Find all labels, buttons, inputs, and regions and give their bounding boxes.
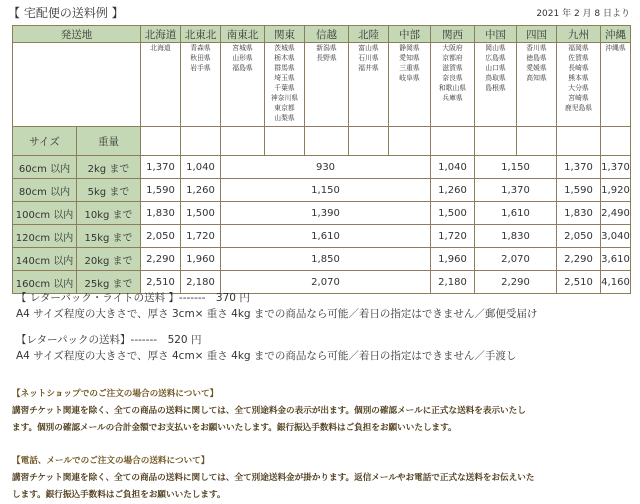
area-name: 宮崎県	[568, 94, 589, 102]
rate-okinawa: 1,920	[601, 179, 631, 202]
origin-header: 発送地	[13, 26, 141, 43]
rate-row	[13, 202, 631, 225]
region-area-list	[221, 43, 265, 127]
area-name: 島根県	[485, 84, 506, 92]
area-name: 栃木県	[274, 54, 295, 62]
area-name: 鹿児島県	[564, 104, 593, 112]
online-shop-line-1: 講習チケット関連を除く、全ての商品の送料に関しては、全て別途料金の表示が出ます。個別の確認メールに正式な送料を表示いたし	[12, 406, 526, 416]
rate-hokkaido: 1,370	[141, 156, 181, 179]
area-name: 長崎県	[568, 64, 589, 72]
rate-kyushu: 2,510	[557, 271, 601, 294]
area-name: 香川県	[526, 44, 547, 52]
area-name: 和歌山県	[438, 84, 467, 92]
weight-cell: 10kg まで	[77, 202, 141, 225]
effective-date: 2021 年 2 月 8 日より	[536, 9, 630, 19]
region-area-list	[475, 43, 517, 127]
region-header: 北陸	[349, 26, 389, 43]
rate-kitatohoku: 1,260	[181, 179, 221, 202]
rate-row	[13, 248, 631, 271]
rate-row	[13, 225, 631, 248]
page-title: 【 宅配便の送料例 】	[8, 6, 124, 20]
phone-order-heading: 【電話、メールでのご注文の場合の送料について】	[12, 456, 210, 466]
area-name: 徳島県	[526, 54, 547, 62]
area-name: 福島県	[232, 64, 253, 72]
area-name: 滋賀県	[442, 64, 463, 72]
rate-chugoku-shikoku: 2,070	[475, 248, 557, 271]
area-name: 岐阜県	[399, 74, 420, 82]
region-area-list	[601, 43, 631, 127]
rate-hokkaido: 2,510	[141, 271, 181, 294]
rate-minamitohoku-to-chubu: 2,070	[221, 271, 431, 294]
area-name: 埼玉県	[274, 74, 295, 82]
rate-kansai: 1,260	[431, 179, 475, 202]
weight-cell: 5kg まで	[77, 179, 141, 202]
rate-okinawa: 1,370	[601, 156, 631, 179]
empty-cell	[305, 127, 349, 156]
empty-cell	[265, 127, 305, 156]
area-name: 富山県	[358, 44, 379, 52]
region-header: 北東北	[181, 26, 221, 43]
empty-cell	[431, 127, 475, 156]
rate-minamitohoku-to-chubu: 1,850	[221, 248, 431, 271]
rate-minamitohoku-to-chubu: 1,390	[221, 202, 431, 225]
area-name: 大阪府	[442, 44, 463, 52]
area-name: 茨城県	[274, 44, 295, 52]
rate-chugoku-shikoku: 1,610	[475, 202, 557, 225]
rate-kansai: 1,720	[431, 225, 475, 248]
area-name: 山梨県	[274, 114, 295, 122]
empty-cell	[557, 127, 601, 156]
phone-order-line-1: 講習チケット関連を除く、全ての商品の送料に関しては、全て別途送料金が掛かります。返信メールやお電話で正式な送料をお伝えいた	[12, 473, 535, 483]
weight-cell: 25kg まで	[77, 271, 141, 294]
region-area-list	[265, 43, 305, 127]
size-cell: 160cm 以内	[13, 271, 77, 294]
area-name: 京都府	[442, 54, 463, 62]
empty-cell	[517, 127, 557, 156]
region-header: 中国	[475, 26, 517, 43]
size-cell: 120cm 以内	[13, 225, 77, 248]
rate-hokkaido: 2,050	[141, 225, 181, 248]
rate-chugoku-shikoku: 1,370	[475, 179, 557, 202]
area-name: 愛知県	[399, 54, 420, 62]
empty-cell	[601, 127, 631, 156]
rate-kansai: 1,500	[431, 202, 475, 225]
rate-minamitohoku-to-chubu: 1,610	[221, 225, 431, 248]
empty-cell	[181, 127, 221, 156]
region-area-list	[557, 43, 601, 127]
area-name: 福井県	[358, 64, 379, 72]
rate-row	[13, 156, 631, 179]
region-header: 九州	[557, 26, 601, 43]
area-name: 広島県	[485, 54, 506, 62]
rate-kitatohoku: 1,960	[181, 248, 221, 271]
area-name: 大分県	[568, 84, 589, 92]
region-header: 関東	[265, 26, 305, 43]
area-name: 静岡県	[399, 44, 420, 52]
size-cell: 80cm 以内	[13, 179, 77, 202]
area-name: 千葉県	[274, 84, 295, 92]
area-name: 岩手県	[190, 64, 211, 72]
empty-cell	[221, 127, 265, 156]
origin-spacer	[13, 43, 141, 127]
rate-kyushu: 1,830	[557, 202, 601, 225]
weight-cell: 15kg まで	[77, 225, 141, 248]
letterpack-light-heading: 【 レターパック・ライトの送料 】------- 370 円	[16, 292, 250, 304]
area-name: 岡山県	[485, 44, 506, 52]
region-area-list	[141, 43, 181, 127]
area-name: 石川県	[358, 54, 379, 62]
rate-kansai: 1,040	[431, 156, 475, 179]
area-name: 高知県	[526, 74, 547, 82]
area-name: 青森県	[190, 44, 211, 52]
weight-cell: 2kg まで	[77, 156, 141, 179]
rate-okinawa: 3,040	[601, 225, 631, 248]
rate-chugoku-shikoku: 1,150	[475, 156, 557, 179]
rate-minamitohoku-to-chubu: 930	[221, 156, 431, 179]
rate-kansai: 1,960	[431, 248, 475, 271]
rate-hokkaido: 1,590	[141, 179, 181, 202]
size-header: サイズ	[13, 127, 77, 156]
rate-hokkaido: 1,830	[141, 202, 181, 225]
area-name: 北海道	[150, 44, 171, 52]
rate-kyushu: 1,590	[557, 179, 601, 202]
phone-order-line-2: します。銀行振込手数料はご負担をお願いいたします。	[12, 490, 226, 500]
area-name: 三重県	[399, 64, 420, 72]
online-shop-section	[12, 386, 632, 437]
region-area-list	[389, 43, 431, 127]
shipping-rate-table	[12, 25, 631, 294]
area-name: 奈良県	[442, 74, 463, 82]
empty-cell	[141, 127, 181, 156]
area-name: 群馬県	[274, 64, 295, 72]
area-name: 山口県	[485, 64, 506, 72]
rate-kitatohoku: 1,720	[181, 225, 221, 248]
rate-chugoku-shikoku: 1,830	[475, 225, 557, 248]
letterpack-notes	[16, 290, 537, 364]
region-header: 南東北	[221, 26, 265, 43]
area-name: 熊本県	[568, 74, 589, 82]
area-name: 秋田県	[190, 54, 211, 62]
rate-kyushu: 2,290	[557, 248, 601, 271]
weight-cell: 20kg まで	[77, 248, 141, 271]
area-name: 東京都	[274, 104, 295, 112]
empty-cell	[349, 127, 389, 156]
area-name: 鳥取県	[485, 74, 506, 82]
letterpack-light-description: A4 サイズ程度の大きさで、厚さ 3cm× 重さ 4kg までの商品なら可能／着日の指定はできません／郵便受届け	[16, 308, 538, 320]
rate-kansai: 2,180	[431, 271, 475, 294]
region-header: 信越	[305, 26, 349, 43]
empty-cell	[475, 127, 517, 156]
region-area-list	[305, 43, 349, 127]
region-area-list	[431, 43, 475, 127]
region-header: 沖縄	[601, 26, 631, 43]
online-shop-heading: 【ネットショップでのご注文の場合の送料について】	[12, 389, 219, 399]
online-shop-line-2: ます。個別の確認メールの合計金額でお支払いをお願いいたします。銀行振込手数料はご負担をお願いいたします。	[12, 423, 457, 433]
rate-kyushu: 1,370	[557, 156, 601, 179]
area-name: 神奈川県	[270, 94, 299, 102]
region-area-list	[349, 43, 389, 127]
size-cell: 60cm 以内	[13, 156, 77, 179]
empty-cell	[389, 127, 431, 156]
rate-kitatohoku: 2,180	[181, 271, 221, 294]
phone-order-section	[12, 453, 632, 504]
rate-chugoku-shikoku: 2,290	[475, 271, 557, 294]
region-area-list	[181, 43, 221, 127]
weight-header: 重量	[77, 127, 141, 156]
rate-okinawa: 2,490	[601, 202, 631, 225]
letterpack-plus-description: A4 サイズ程度の大きさで、厚さ 4cm× 重さ 4kg までの商品なら可能／着日の指定はできません／手渡し	[16, 350, 517, 362]
region-header: 中部	[389, 26, 431, 43]
region-header: 関西	[431, 26, 475, 43]
size-cell: 140cm 以内	[13, 248, 77, 271]
rate-kyushu: 2,050	[557, 225, 601, 248]
rate-minamitohoku-to-chubu: 1,150	[221, 179, 431, 202]
area-name: 新潟県	[316, 44, 337, 52]
area-name: 山形県	[232, 54, 253, 62]
region-header: 四国	[517, 26, 557, 43]
area-name: 長野県	[316, 54, 337, 62]
area-name: 兵庫県	[442, 94, 463, 102]
rate-okinawa: 3,610	[601, 248, 631, 271]
area-name: 宮城県	[232, 44, 253, 52]
rate-hokkaido: 2,290	[141, 248, 181, 271]
area-name: 愛媛県	[526, 64, 547, 72]
region-area-list	[517, 43, 557, 127]
rate-kitatohoku: 1,040	[181, 156, 221, 179]
area-name: 沖縄県	[605, 44, 626, 52]
rate-kitatohoku: 1,500	[181, 202, 221, 225]
size-cell: 100cm 以内	[13, 202, 77, 225]
region-header: 北海道	[141, 26, 181, 43]
rate-row	[13, 179, 631, 202]
area-name: 佐賀県	[568, 54, 589, 62]
area-name: 福岡県	[568, 44, 589, 52]
letterpack-plus-heading: 【レターパックの送料】------- 520 円	[16, 334, 202, 346]
rate-okinawa: 4,160	[601, 271, 631, 294]
